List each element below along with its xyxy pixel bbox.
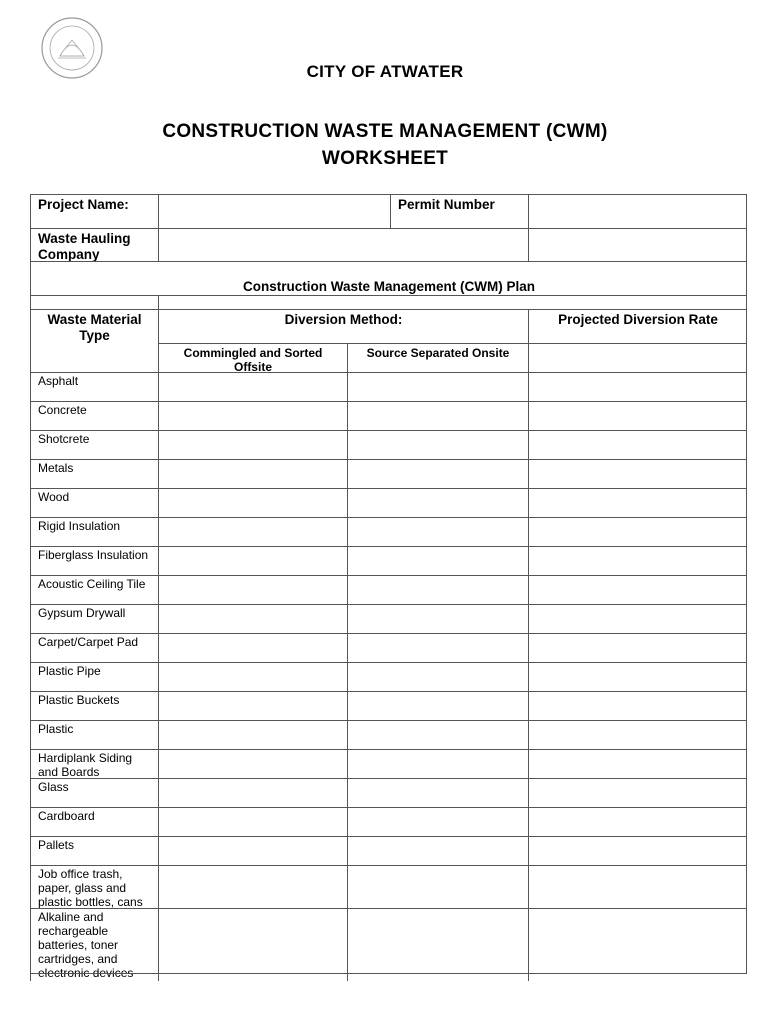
material-name-line: Plastic (38, 722, 74, 736)
diversion-rate-input-cell[interactable] (528, 836, 747, 865)
diversion-rate-input-cell[interactable] (528, 807, 747, 836)
hauling-company-field[interactable] (158, 228, 528, 261)
diversion-rate-input-cell[interactable] (528, 401, 747, 430)
source-separated-input-cell[interactable] (347, 865, 528, 908)
source-separated-input-cell[interactable] (347, 662, 528, 691)
commingled-input-cell[interactable] (158, 488, 347, 517)
material-name-cell (30, 720, 158, 749)
spacer-row-cell-2 (158, 295, 747, 309)
source-separated-input-cell[interactable] (347, 575, 528, 604)
source-separated-input-cell[interactable] (347, 488, 528, 517)
material-name-cell (30, 633, 158, 662)
diversion-method-header: Diversion Method: (158, 309, 528, 343)
source-separated-input-cell[interactable] (347, 372, 528, 401)
material-header-line-1: Waste Material (47, 312, 142, 327)
commingled-input-cell[interactable] (158, 633, 347, 662)
hauling-label-line-1: Waste Hauling (38, 231, 131, 246)
commingled-input-cell[interactable] (158, 430, 347, 459)
diversion-rate-input-cell[interactable] (528, 749, 747, 778)
diversion-rate-input-cell[interactable] (528, 575, 747, 604)
material-name-cell (30, 459, 158, 488)
diversion-rate-input-cell[interactable] (528, 865, 747, 908)
hauling-label-line-2: Company (38, 247, 100, 262)
material-name-line: batteries, toner (38, 938, 119, 952)
material-name-line: paper, glass and (38, 881, 127, 895)
commingled-line-1: Commingled and Sorted (183, 346, 323, 360)
source-separated-input-cell[interactable] (347, 691, 528, 720)
material-name-line: Acoustic Ceiling Tile (38, 577, 146, 591)
material-name-cell (30, 401, 158, 430)
source-separated-input-cell[interactable] (347, 401, 528, 430)
material-name-line: Glass (38, 780, 69, 794)
material-name-line: Wood (38, 490, 70, 504)
material-name-cell (30, 908, 158, 981)
diversion-rate-input-cell[interactable] (528, 691, 747, 720)
commingled-input-cell[interactable] (158, 720, 347, 749)
source-separated-input-cell[interactable] (347, 807, 528, 836)
cwm-worksheet-table (30, 194, 747, 980)
commingled-input-cell[interactable] (158, 749, 347, 778)
material-name-cell (30, 691, 158, 720)
material-name-cell (30, 749, 158, 778)
permit-number-label: Permit Number (390, 194, 528, 228)
material-name-line: electronic devices (38, 966, 134, 980)
source-separated-input-cell[interactable] (347, 604, 528, 633)
commingled-input-cell[interactable] (158, 807, 347, 836)
commingled-input-cell[interactable] (158, 691, 347, 720)
source-separated-input-cell[interactable] (347, 720, 528, 749)
material-name-cell (30, 372, 158, 401)
material-name-line: rechargeable (38, 924, 109, 938)
material-type-header (30, 309, 158, 372)
hauling-company-label (30, 228, 158, 261)
permit-number-field[interactable] (528, 194, 747, 228)
commingled-input-cell[interactable] (158, 778, 347, 807)
diversion-rate-input-cell[interactable] (528, 372, 747, 401)
source-separated-header: Source Separated Onsite (347, 343, 528, 372)
material-header-line-2: Type (79, 328, 110, 343)
diversion-rate-input-cell[interactable] (528, 517, 747, 546)
material-name-cell (30, 778, 158, 807)
source-separated-input-cell[interactable] (347, 749, 528, 778)
source-separated-input-cell[interactable] (347, 836, 528, 865)
material-name-cell (30, 488, 158, 517)
source-separated-input-cell[interactable] (347, 778, 528, 807)
diversion-rate-input-cell[interactable] (528, 546, 747, 575)
material-name-line: Hardiplank Siding (38, 751, 133, 765)
commingled-input-cell[interactable] (158, 546, 347, 575)
commingled-sorted-header (158, 343, 347, 372)
material-name-cell (30, 662, 158, 691)
material-name-cell (30, 836, 158, 865)
material-name-line: Rigid Insulation (38, 519, 121, 533)
material-name-line: Plastic Buckets (38, 693, 120, 707)
diversion-rate-input-cell[interactable] (528, 459, 747, 488)
projected-rate-header: Projected Diversion Rate (528, 309, 747, 343)
source-separated-input-cell[interactable] (347, 517, 528, 546)
commingled-input-cell[interactable] (158, 401, 347, 430)
source-separated-input-cell[interactable] (347, 459, 528, 488)
material-name-line: Pallets (38, 838, 75, 852)
material-name-cell (30, 517, 158, 546)
project-name-field[interactable] (158, 194, 390, 228)
title-line-1: CONSTRUCTION WASTE MANAGEMENT (CWM) (162, 121, 608, 142)
rate-subheader-blank (528, 343, 747, 372)
project-name-label: Project Name: (30, 194, 158, 228)
material-name-line: Shotcrete (38, 432, 90, 446)
diversion-rate-input-cell[interactable] (528, 720, 747, 749)
material-name-cell (30, 604, 158, 633)
material-name-line: Plastic Pipe (38, 664, 101, 678)
page-title (0, 118, 770, 172)
material-name-line: Metals (38, 461, 74, 475)
diversion-rate-input-cell[interactable] (528, 778, 747, 807)
material-name-line: plastic bottles, cans (38, 895, 143, 909)
commingled-input-cell[interactable] (158, 908, 347, 981)
commingled-input-cell[interactable] (158, 575, 347, 604)
source-separated-input-cell[interactable] (347, 430, 528, 459)
material-name-line: Job office trash, (38, 867, 123, 881)
material-name-line: Cardboard (38, 809, 95, 823)
material-name-line: Alkaline and (38, 910, 104, 924)
commingled-input-cell[interactable] (158, 836, 347, 865)
diversion-rate-input-cell[interactable] (528, 604, 747, 633)
hauling-company-extra-field[interactable] (528, 228, 747, 261)
diversion-rate-input-cell[interactable] (528, 908, 747, 981)
commingled-input-cell[interactable] (158, 865, 347, 908)
material-name-line: and Boards (38, 765, 100, 779)
material-name-line: Gypsum Drywall (38, 606, 126, 620)
material-name-cell (30, 575, 158, 604)
material-name-line: Fiberglass Insulation (38, 548, 149, 562)
title-line-2: WORKSHEET (321, 148, 449, 169)
commingled-input-cell[interactable] (158, 662, 347, 691)
commingled-input-cell[interactable] (158, 517, 347, 546)
source-separated-input-cell[interactable] (347, 908, 528, 981)
material-name-cell (30, 865, 158, 908)
commingled-input-cell[interactable] (158, 604, 347, 633)
spacer-row-cell-1 (30, 295, 158, 309)
commingled-input-cell[interactable] (158, 372, 347, 401)
material-name-line: Carpet/Carpet Pad (38, 635, 139, 649)
material-name-cell (30, 807, 158, 836)
material-name-cell (30, 546, 158, 575)
source-separated-input-cell[interactable] (347, 546, 528, 575)
material-name-line: cartridges, and (38, 952, 118, 966)
commingled-line-2: Offsite (233, 360, 272, 374)
diversion-rate-input-cell[interactable] (528, 633, 747, 662)
material-name-line: Asphalt (38, 374, 79, 388)
material-name-cell (30, 430, 158, 459)
diversion-rate-input-cell[interactable] (528, 430, 747, 459)
commingled-input-cell[interactable] (158, 459, 347, 488)
source-separated-input-cell[interactable] (347, 633, 528, 662)
city-name: CITY OF ATWATER (306, 62, 464, 81)
diversion-rate-input-cell[interactable] (528, 662, 747, 691)
cwm-plan-header: Construction Waste Management (CWM) Plan (30, 261, 747, 295)
diversion-rate-input-cell[interactable] (528, 488, 747, 517)
material-name-line: Concrete (38, 403, 87, 417)
